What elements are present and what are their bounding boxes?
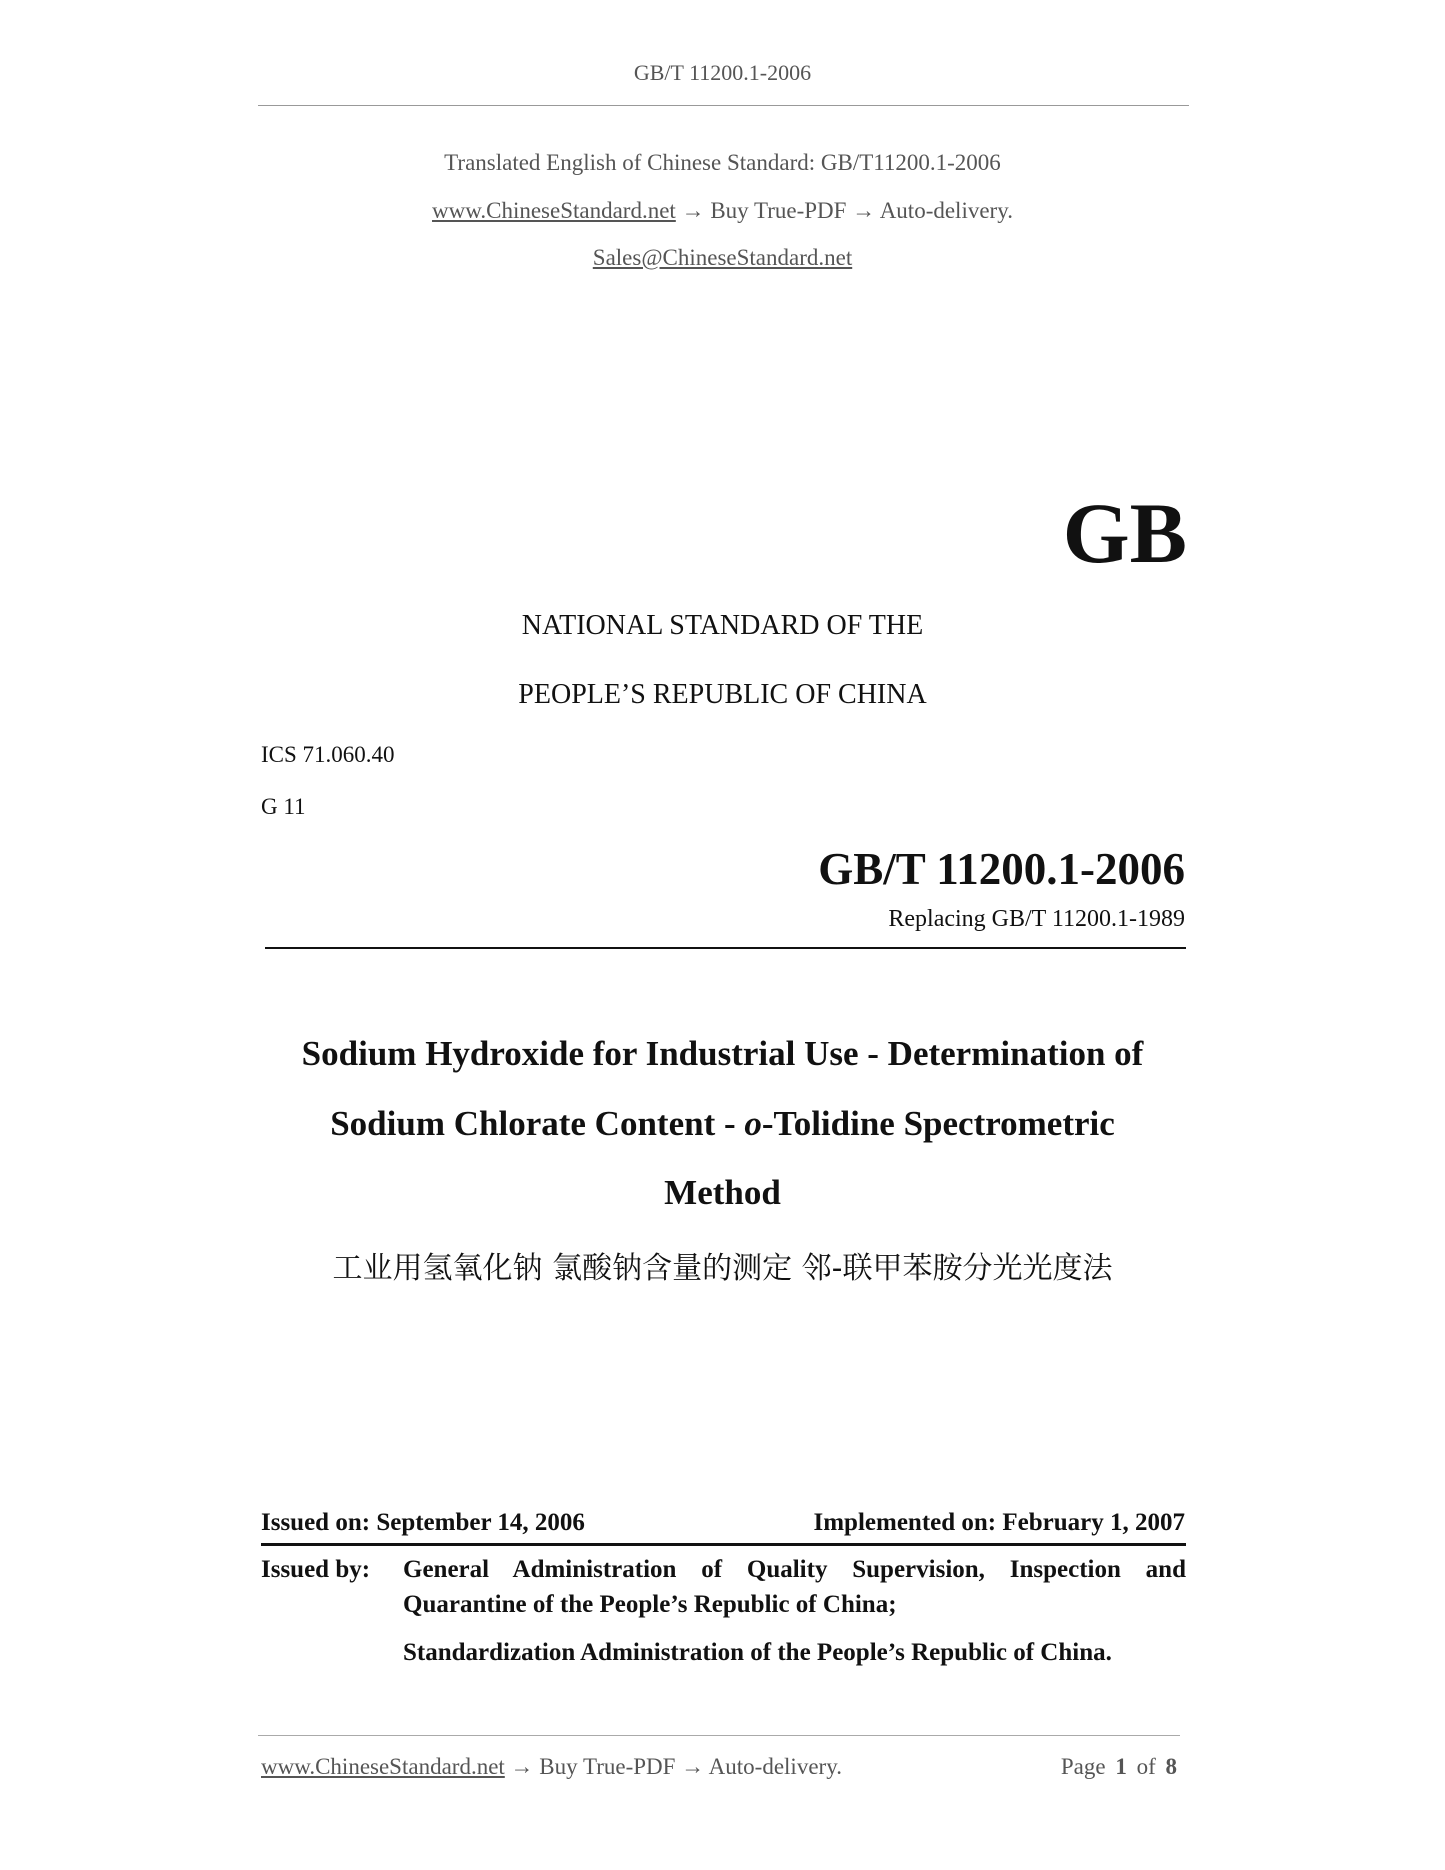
- of-label: of: [1136, 1754, 1156, 1779]
- national-standard-line1: NATIONAL STANDARD OF THE: [521, 610, 924, 641]
- arrow-icon: →: [852, 198, 876, 223]
- buy-text: Buy True-PDF: [539, 1754, 676, 1779]
- standard-number: GB/T 11200.1-2006: [818, 844, 1185, 894]
- email-line: [0, 245, 1445, 271]
- running-header: GB/T 11200.1-2006: [633, 60, 812, 85]
- title-part: -Tolidine Spectrometric: [761, 1104, 1115, 1143]
- issuer1-line1: General Administration of Quality Supervision, Inspection and: [403, 1556, 1186, 1583]
- arrow-icon: →: [681, 198, 705, 223]
- classification-code: G 11: [261, 794, 306, 819]
- site-link[interactable]: www.ChineseStandard.net: [432, 198, 676, 223]
- footer-divider: [258, 1735, 1180, 1736]
- buy-text: Buy True-PDF: [710, 198, 847, 223]
- page-current: 1: [1115, 1754, 1127, 1779]
- issuer1-line2: Quarantine of the People’s Republic of China;: [403, 1591, 897, 1618]
- replacing-note: Replacing GB/T 11200.1-1989: [888, 906, 1185, 932]
- email-link[interactable]: Sales@ChineseStandard.net: [592, 245, 853, 270]
- page-label: Page: [1060, 1754, 1106, 1779]
- dates-divider: [261, 1543, 1186, 1546]
- national-standard-line2: PEOPLE’S REPUBLIC OF CHINA: [518, 679, 927, 710]
- title-line2: [0, 1104, 1445, 1144]
- issuer2: Standardization Administration of the People’s Republic of China.: [403, 1639, 1112, 1666]
- arrow-icon: →: [510, 1754, 534, 1779]
- issued-on: Issued on: September 14, 2006: [261, 1509, 585, 1536]
- issued-by-label: Issued by:: [261, 1556, 371, 1583]
- ics-code: ICS 71.060.40: [261, 742, 395, 767]
- footer-promo: [261, 1754, 842, 1780]
- implemented-on: Implemented on: February 1, 2007: [813, 1509, 1185, 1536]
- title-part: Sodium Chlorate Content -: [330, 1104, 745, 1143]
- translated-note: Translated English of Chinese Standard: GB/T11200.1-2006: [444, 150, 1001, 175]
- delivery-text: Auto-delivery.: [879, 198, 1013, 223]
- title-italic: o: [744, 1104, 762, 1143]
- header-divider: [258, 105, 1189, 106]
- footer-site-link[interactable]: www.ChineseStandard.net: [261, 1754, 505, 1779]
- arrow-icon: →: [681, 1754, 705, 1779]
- title-line1: Sodium Hydroxide for Industrial Use - Determination of: [301, 1034, 1144, 1073]
- chinese-title: 工业用氢氧化钠 氯酸钠含量的测定 邻-联甲苯胺分光光度法: [332, 1251, 1113, 1286]
- gb-logo: GB: [1062, 485, 1187, 581]
- title-divider: [265, 947, 1186, 949]
- page-total: 8: [1165, 1754, 1177, 1779]
- delivery-text: Auto-delivery.: [708, 1754, 842, 1779]
- promo-line: [0, 198, 1445, 224]
- page-indicator: [1061, 1754, 1177, 1780]
- title-line3: Method: [664, 1173, 781, 1212]
